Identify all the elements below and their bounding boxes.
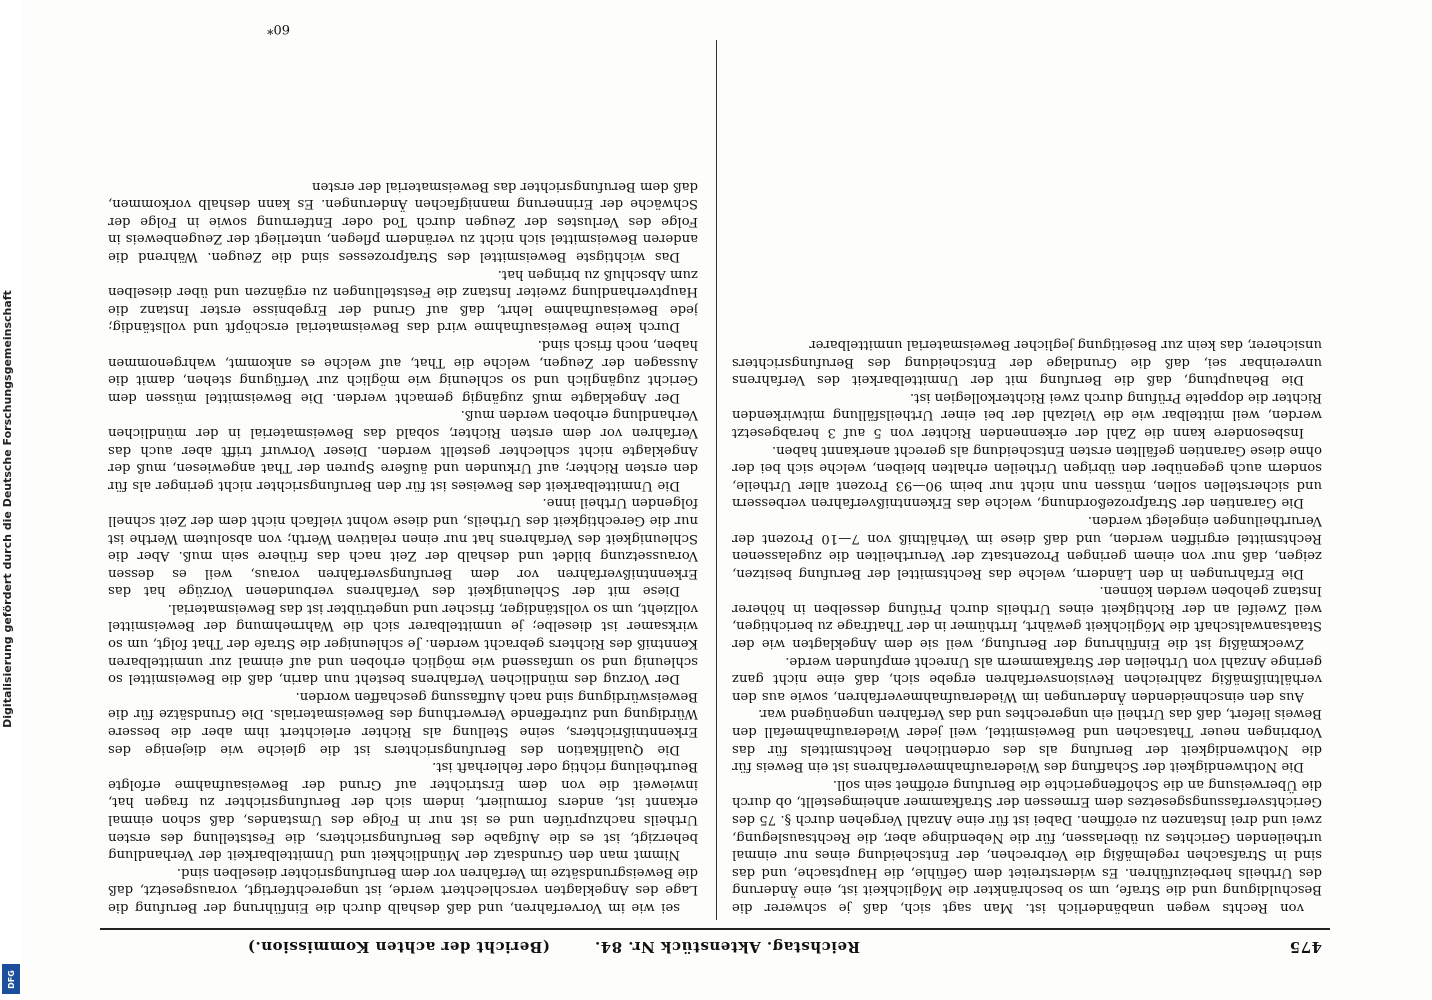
paragraph: Die Garantien der Strafprozeßordnung, welche das Erkenntnißverfahren verbessern und sicherstellen sollen, müssen nun nicht nur beim 90—93 Prozent aller Urtheile, sondern auch gegenüber den übrigen Urtheilen erhalten bleiben, welche sich bei der ohne diese Garantien gefällten ersten Entscheidung als gerecht anerkannt haben. xyxy=(732,442,1322,511)
running-title: Reichstag. Aktenstück Nr. 84. xyxy=(594,938,860,956)
paragraph: Das wichtigste Beweismittel des Strafprozesses sind die Zeugen. Während die anderen Beweismittel sich nicht zu verändern pflegen, unterliegt der Zeugenbeweis in Folge des Verlustes der Zeugen durch Tod oder Entfernung sowie in Folge der Schwäche der Erinnerung mannigfachen Änderungen. Es kann deshalb vorkommen, daß dem Berufungsrichter das Beweismaterial der ersten xyxy=(108,178,698,265)
paragraph: Der Angeklagte muß zugängig gemacht werden. Die Beweismittel müssen dem Gericht zugänglich und so schleunig wie möglich zur Verfügung stehen, damit die Aussagen der Zeugen, welche die That, auf welche es ankommt, wahrgenommen haben, noch frisch sind. xyxy=(108,337,698,405)
paragraph: Nimmt man den Grundsatz der Mündlichkeit und Unmittelbarkeit der Verhandlung beherzigt, ist es die Aufgabe des Berufungsrichters, die Feststellung des ersten Urtheils nachzuprüfen und es ist nur in Folge des Umstandes, daß schon einmal erkannt ist, anders formuliert, indem sich der Berufungsrichter zu fragen hat, inwieweit die von dem Erstrichter auf Grund der Beweisaufnahme erfolgte Beurtheilung richtig oder fehlerhaft ist. xyxy=(108,759,698,863)
paragraph: Die Erfahrungen in den Ländern, welche das Rechtsmittel der Berufung besitzen, zeigen, daß nur von einem geringen Prozentsatz der Verurtheilten die zugelassenen Rechtsmittel ergriffen werden, und daß diese im Verhältniß von 7—10 Prozent der Verurtheilungen eingelegt werden. xyxy=(732,512,1322,581)
paragraph: Diese mit der Schleunigkeit des Verfahrens verbundenen Vorzüge hat das Erkenntnißverfahren vor dem Berufungsverfahren voraus, weil es dessen Voraussetzung bildet und deshalb der Zeit nach das frühere sein muß. Aber die Schleunigkeit des Verfahrens hat nur einen relativen Werth; von absolutem Werthe ist nur die Gerechtigkeit des Urtheils, und diese wohnt vielfach nicht dem der Zeit schnell folgenden Urtheil inne. xyxy=(108,495,698,599)
paragraph: Die Qualifikation des Berufungsrichters ist die gleiche wie diejenige des Erkenntnißrichters, seine Stellung als Richter erleichtert ihm aber die bessere Würdigung und zutreffende Verwerthung des Beweismaterials. Die Grundsätze für die Beweiswürdigung sind nach Auffassung geschaffen worden. xyxy=(108,688,698,757)
paragraph: Zweckmäßig ist die Einführung der Berufung, weil sie dem Angeklagten wie der Staatsanwaltschaft die Möglichkeit gewährt, Irrthümer in der Thatfrage zu berichtigen, weil Zweifel an der Richtigkeit eines Urtheils durch Prüfung desselben in höherer Instanz gehoben werden können. xyxy=(732,583,1322,652)
funding-credit: Digitalisierung gefördert durch die Deutsche Forschungsgemeinschaft xyxy=(1,290,14,728)
paragraph: Durch keine Beweisaufnahme wird das Beweismaterial erschöpft und vollständig; jede Beweisaufnahme lehrt, daß auf Grund der Ergebnisse erster Instanz die Hauptverhandlung zweiter Instanz die Feststellungen zu ergänzen und über dieselben zum Abschluß zu bringen hat. xyxy=(108,266,698,335)
dfg-logo-icon xyxy=(2,964,20,994)
page-header xyxy=(100,928,1330,960)
signature-mark: 60* xyxy=(266,21,290,36)
column-divider xyxy=(716,40,717,920)
paragraph: Die Unmittelbarkeit des Beweises ist für den Berufungsrichter nicht geringer als für den ersten Richter; auf Urkunden und äußere Spuren der That angewiesen, muß der Angeklagte nicht schlechter gestellt werden. Dieser Vorwurf trifft aber auch das Verfahren vor dem ersten Richter, sobald das Beweismaterial in der mündlichen Verhandlung erhoben werden muß. xyxy=(108,407,698,493)
text-column-right xyxy=(108,36,698,916)
paragraph: sei wie im Vorverfahren, und daß deshalb durch die Einführung der Berufung die Lage des Angeklagten verschlechtert werde, ist ungerechtfertigt, vorausgesetzt, daß die Beweisgrundsätze im Verfahren vor dem Berufungsrichter dieselben sind. xyxy=(108,864,698,915)
paragraph: Aus den einschneidenden Änderungen im Wiederaufnahmeverfahren, sowie aus den verhältnißmäßig zahlreichen Revisionsverfahren ergebe sich, daß eine nicht ganz geringe Anzahl von Urtheilen der Strafkammern als Unrecht empfunden werde. xyxy=(732,653,1322,704)
text-column-left xyxy=(732,36,1322,916)
section-title: (Bericht der achten Kommission.) xyxy=(247,938,550,956)
paragraph: Der Vorzug des mündlichen Verfahrens besteht nun darin, daß die Beweismittel so schleunig und so umfassend wie möglich erhoben und auf einmal zur unmittelbaren Kenntniß des Richters gebracht werden. Je schleuniger die Strafe der That folgt, um so wirksamer ist dieselbe; je unmittelbarer sich die Wahrnehmung der Beweismittel vollzieht, um so vollständiger, frischer und ungetrübter ist das Beweismaterial. xyxy=(108,600,698,687)
rotated-document-page xyxy=(100,20,1330,960)
paragraph: Die Nothwendigkeit der Schaffung des Wiederaufnahmeverfahrens ist ein Beweis für die Nothwendigkeit der Berufung als des ordentlichen Rechtsmittels für das Vorbringen neuer Thatsachen und Beweismittel, weil jeder Wiederaufnahmefall den Beweis liefert, daß das Urtheil ein ungerechtes und das Verfahren ungenügend war. xyxy=(732,706,1322,775)
paragraph: Die Behauptung, daß die Berufung mit der Unmittelbarkeit des Verfahrens unvereinbar sei, daß die Grundlage der Entscheidung des Berufungsrichters unsicherer, das kein zur Beseitigung jeglicher Beweismaterial unmittelbarer xyxy=(732,337,1322,388)
paragraph: von Rechts wegen unabänderlich ist. Man sagt sich, daß je schwerer die Beschuldigung und die Strafe, um so beschränkter die Möglichkeit ist, eine Änderung des Urtheils herbeizuführen. Es widerstreitet dem Gefühle, die Hauptsache, und das sind in Strafsachen regelmäßig die Verbrechen, der Entscheidung eines nur einmal urtheilenden Gerichtes zu überlassen, für die Nebendinge aber, die Rechtsauslegung, zwei und drei Instanzen zu eröffnen. Dabei ist für eine Anzahl Vergehen durch §. 75 des Gerichtsverfassungsgesetzes dem Ermessen der Strafkammer anheimgestellt, ob durch die Überweisung an die Schöffengerichte die Berufung eröffnet sein soll. xyxy=(732,776,1322,915)
page-number: 475 xyxy=(1289,938,1322,956)
paragraph: Insbesondere kann die Zahl der erkennenden Richter von 5 auf 3 herabgesetzt werden, weil mittelbar wie die Vielzahl der bei einer Urtheilsfällung mitwirkenden Richter die doppelte Prüfung durch zwei Richterkollegien ist. xyxy=(732,389,1322,440)
digitization-sidebar xyxy=(0,0,22,1000)
dfg-logo-text: DFG xyxy=(6,969,16,989)
